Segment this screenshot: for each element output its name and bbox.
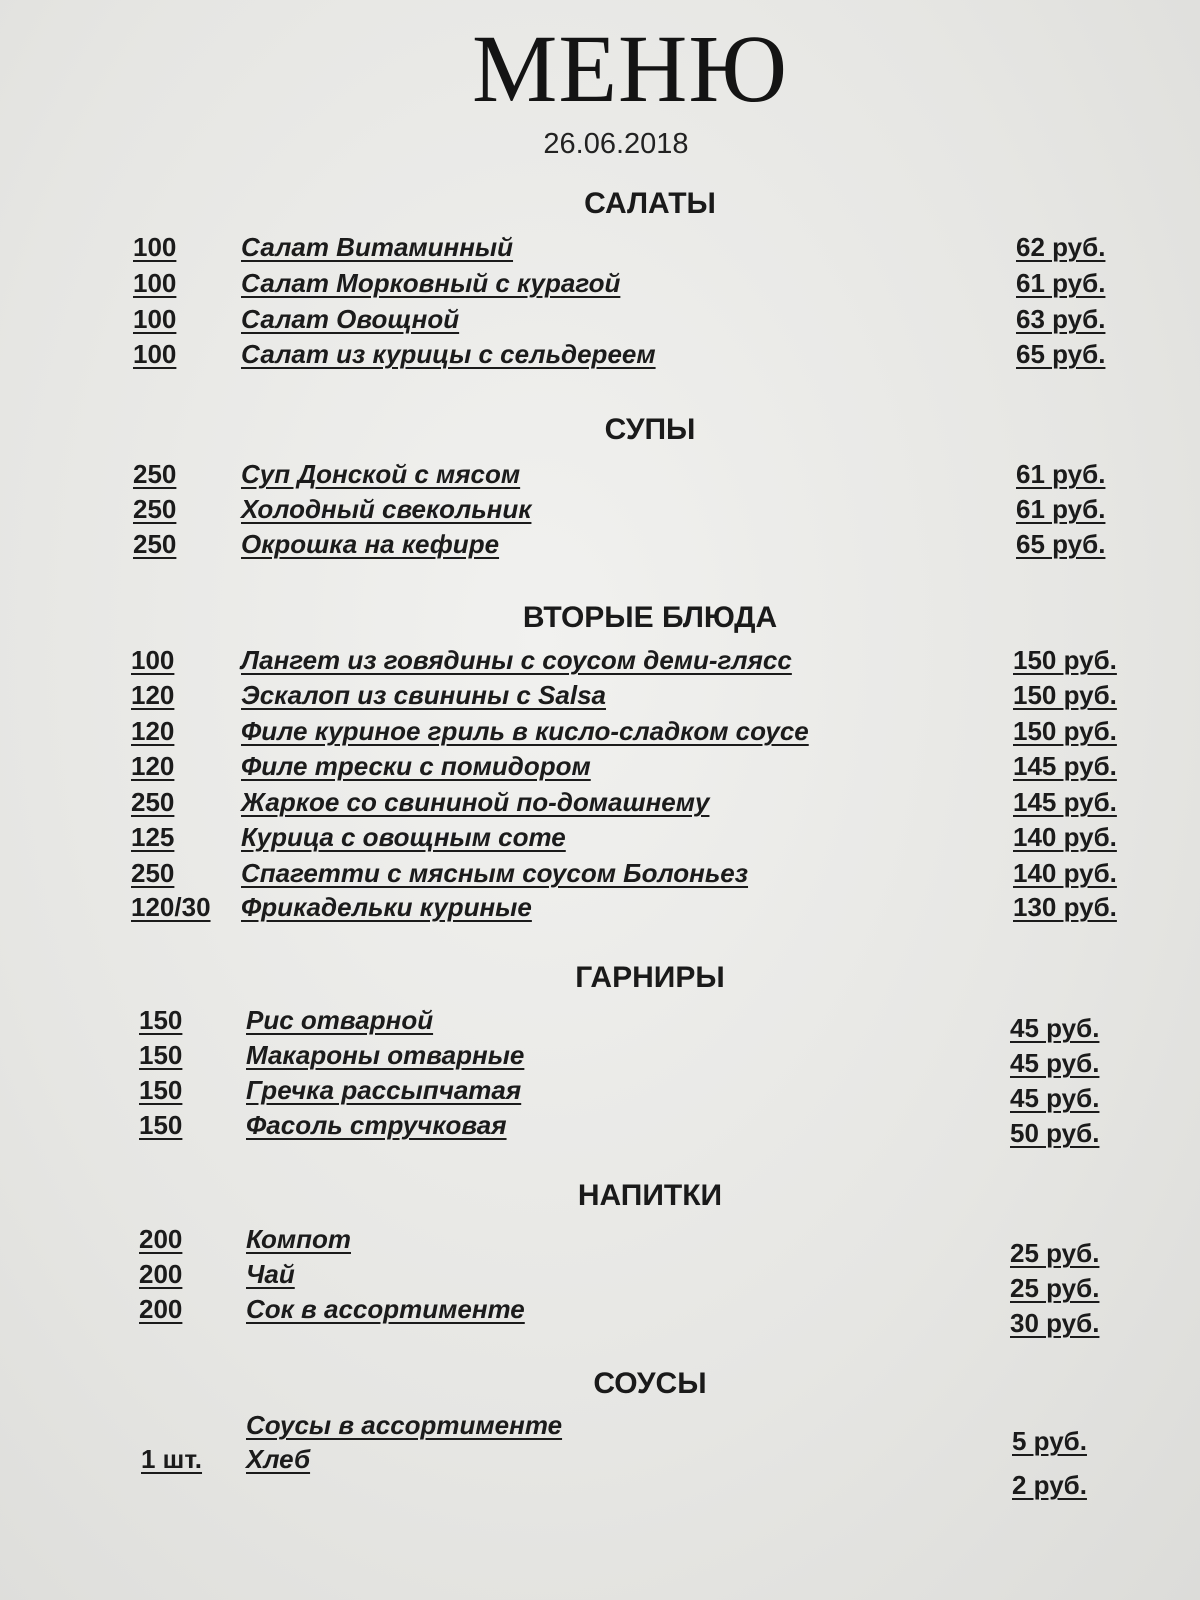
item-weight: 250 xyxy=(133,529,177,559)
menu-item xyxy=(0,1003,1200,1043)
item-price: 150 руб. xyxy=(1013,645,1117,675)
item-price: 5 руб. xyxy=(1012,1426,1087,1456)
item-name: Рис отварной xyxy=(246,1005,434,1035)
item-price: 61 руб. xyxy=(1016,459,1106,489)
section-title: НАПИТКИ xyxy=(577,1179,723,1212)
item-weight: 120 xyxy=(131,680,175,710)
item-price: 30 руб. xyxy=(1010,1308,1100,1338)
item-name: Спагетти с мясным соусом Болоньез xyxy=(241,858,749,888)
menu-item xyxy=(0,302,1200,338)
menu-item xyxy=(0,1408,1200,1456)
menu-item xyxy=(0,1222,1200,1268)
section-title: СУПЫ xyxy=(604,413,696,446)
item-price: 50 руб. xyxy=(1010,1118,1100,1148)
item-weight: 120 xyxy=(131,716,175,746)
menu-item xyxy=(0,714,1200,750)
menu-item xyxy=(0,527,1200,563)
item-price: 145 руб. xyxy=(1013,787,1117,817)
item-price: 61 руб. xyxy=(1016,268,1106,298)
item-price: 140 руб. xyxy=(1013,822,1117,852)
item-weight: 100 xyxy=(131,645,175,675)
item-name: Окрошка на кефире xyxy=(241,529,500,559)
item-weight: 200 xyxy=(139,1259,183,1289)
menu-item xyxy=(0,337,1200,373)
item-name: Фрикадельки куриные xyxy=(241,892,532,922)
menu-item xyxy=(0,1442,1200,1500)
item-name: Салат Овощной xyxy=(241,304,460,334)
section-title: ГАРНИРЫ xyxy=(575,961,725,994)
item-name: Филе трески с помидором xyxy=(241,751,591,781)
item-weight: 150 xyxy=(139,1040,183,1070)
item-name: Суп Донской с мясом xyxy=(241,459,521,489)
item-price: 45 руб. xyxy=(1010,1013,1100,1043)
item-price: 150 руб. xyxy=(1013,680,1117,710)
menu-item xyxy=(0,749,1200,785)
item-weight: 150 xyxy=(139,1075,183,1105)
item-name: Соусы в ассортименте xyxy=(246,1410,563,1440)
section-title: СОУСЫ xyxy=(593,1367,707,1400)
item-price: 130 руб. xyxy=(1013,892,1117,922)
menu-item xyxy=(0,643,1200,679)
item-price: 63 руб. xyxy=(1016,304,1106,334)
item-name: Лангет из говядины с соусом деми-глясс xyxy=(241,645,792,675)
menu-item xyxy=(0,266,1200,302)
item-weight: 100 xyxy=(133,304,177,334)
item-weight: 125 xyxy=(131,822,175,852)
menu-item xyxy=(0,1257,1200,1303)
item-name: Филе куриное гриль в кисло-сладком соусе xyxy=(241,716,809,746)
item-price: 145 руб. xyxy=(1013,751,1117,781)
item-price: 25 руб. xyxy=(1010,1238,1100,1268)
item-weight: 200 xyxy=(139,1294,183,1324)
item-name: Чай xyxy=(246,1259,295,1289)
item-name: Курица с овощным соте xyxy=(241,822,566,852)
item-name: Эскалоп из свинины с Salsa xyxy=(241,680,607,710)
menu-date: 26.06.2018 xyxy=(543,128,689,160)
item-weight: 100 xyxy=(133,268,177,298)
item-name: Салат Морковный с курагой xyxy=(241,268,621,298)
item-name: Хлеб xyxy=(246,1444,311,1474)
page-title: МЕНЮ xyxy=(472,15,788,122)
section-title: САЛАТЫ xyxy=(584,187,716,220)
item-price: 140 руб. xyxy=(1013,858,1117,888)
item-name: Жаркое со свининой по-домашнему xyxy=(241,787,710,817)
item-weight: 150 xyxy=(139,1005,183,1035)
menu-item xyxy=(0,230,1200,266)
item-weight: 250 xyxy=(131,858,175,888)
item-name: Салат из курицы с сельдереем xyxy=(241,339,656,369)
item-price: 150 руб. xyxy=(1013,716,1117,746)
menu-item xyxy=(0,492,1200,528)
menu-item xyxy=(0,457,1200,493)
item-name: Компот xyxy=(246,1224,351,1254)
item-price: 65 руб. xyxy=(1016,529,1106,559)
menu-item xyxy=(0,1108,1200,1148)
menu-item xyxy=(0,890,1200,926)
item-weight: 150 xyxy=(139,1110,183,1140)
menu-item xyxy=(0,1038,1200,1078)
item-price: 2 руб. xyxy=(1012,1470,1087,1500)
item-weight: 250 xyxy=(133,494,177,524)
item-price: 62 руб. xyxy=(1016,232,1106,262)
item-weight: 1 шт. xyxy=(141,1444,203,1474)
item-price: 65 руб. xyxy=(1016,339,1106,369)
item-weight: 100 xyxy=(133,232,177,262)
item-name: Фасоль стручковая xyxy=(246,1110,507,1140)
menu-item xyxy=(0,785,1200,821)
item-weight: 120 xyxy=(131,751,175,781)
item-name: Холодный свекольник xyxy=(241,494,532,524)
item-weight: 120/30 xyxy=(131,892,211,922)
menu-item xyxy=(0,856,1200,892)
section-title: ВТОРЫЕ БЛЮДА xyxy=(522,601,778,634)
menu-item xyxy=(0,1073,1200,1113)
item-price: 61 руб. xyxy=(1016,494,1106,524)
item-price: 45 руб. xyxy=(1010,1048,1100,1078)
menu-item xyxy=(0,820,1200,856)
menu-item xyxy=(0,1292,1200,1338)
item-name: Макароны отварные xyxy=(246,1040,525,1070)
item-weight: 250 xyxy=(133,459,177,489)
item-price: 45 руб. xyxy=(1010,1083,1100,1113)
item-name: Гречка рассыпчатая xyxy=(246,1075,522,1105)
item-name: Сок в ассортименте xyxy=(246,1294,525,1324)
item-price: 25 руб. xyxy=(1010,1273,1100,1303)
item-weight: 200 xyxy=(139,1224,183,1254)
item-weight: 100 xyxy=(133,339,177,369)
item-name: Салат Витаминный xyxy=(241,232,514,262)
item-weight: 250 xyxy=(131,787,175,817)
menu-item xyxy=(0,678,1200,714)
